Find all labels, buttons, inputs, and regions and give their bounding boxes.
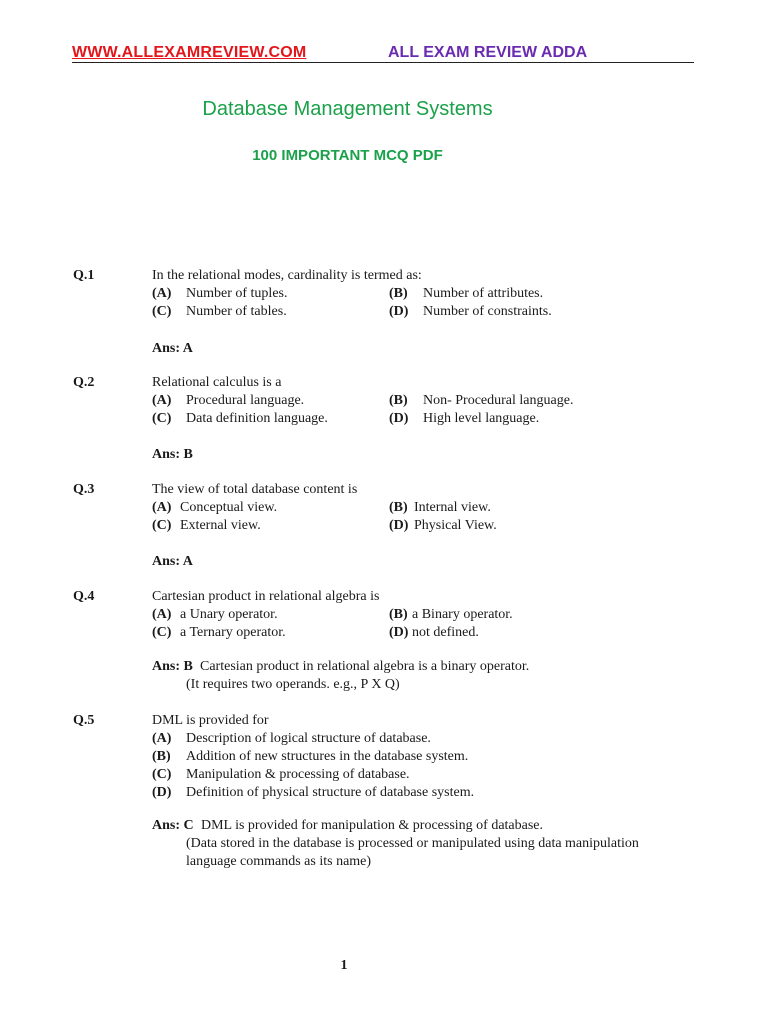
answer-explanation: Cartesian product in relational algebra is a binary operator.	[200, 659, 530, 674]
option-label: (C)	[152, 411, 172, 426]
answer	[152, 553, 193, 571]
option-a	[152, 606, 171, 624]
option-label: (C)	[152, 518, 172, 533]
option-label: (A)	[152, 286, 172, 301]
question-number: Q.3	[73, 482, 95, 497]
question-number: Q.2	[73, 375, 95, 390]
option-c	[152, 517, 171, 535]
option-label: (A)	[152, 731, 172, 746]
question-text: In the relational modes, cardinality is termed as:	[152, 268, 422, 283]
option-c	[152, 303, 171, 321]
option-label: (B)	[389, 607, 408, 622]
option-text: Conceptual view.	[180, 500, 278, 515]
option-c	[152, 766, 171, 784]
answer-explanation-line: (It requires two operands. e.g., P X Q)	[186, 677, 400, 692]
option-label: (B)	[389, 286, 408, 301]
option-text: Number of tuples.	[186, 286, 288, 301]
option-text: Addition of new structures in the database system.	[186, 749, 469, 764]
question-text: Relational calculus is a	[152, 375, 282, 390]
option-text: High level language.	[423, 411, 540, 426]
option-text: a Ternary operator.	[180, 625, 286, 640]
answer-label: Ans: B	[152, 447, 193, 462]
question-text: DML is provided for	[152, 713, 269, 728]
option-a	[152, 730, 171, 748]
question-text: The view of total database content is	[152, 482, 358, 497]
option-d	[389, 517, 408, 535]
option-b	[389, 392, 408, 410]
option-label: (D)	[389, 304, 409, 319]
option-text: Procedural language.	[186, 393, 305, 408]
site-name: ALL EXAM REVIEW ADDA	[388, 44, 588, 61]
option-d	[389, 303, 408, 321]
document-subtitle: 100 IMPORTANT MCQ PDF	[252, 147, 443, 164]
option-b	[389, 499, 408, 517]
option-text: Number of tables.	[186, 304, 287, 319]
option-text: Definition of physical structure of database system.	[186, 785, 475, 800]
option-label: (B)	[152, 749, 171, 764]
option-text: Number of attributes.	[423, 286, 544, 301]
option-label: (C)	[152, 304, 172, 319]
option-label: (B)	[389, 393, 408, 408]
answer	[152, 658, 193, 676]
answer-label: Ans: A	[152, 341, 193, 356]
option-text: Data definition language.	[186, 411, 328, 426]
option-b	[389, 606, 408, 624]
option-label: (A)	[152, 393, 172, 408]
option-text: External view.	[180, 518, 261, 533]
option-a	[152, 392, 171, 410]
option-label: (C)	[152, 767, 172, 782]
answer	[152, 446, 193, 464]
answer-label: Ans: A	[152, 554, 193, 569]
option-b	[152, 748, 171, 766]
answer-label: Ans: B	[152, 659, 193, 674]
option-a	[152, 499, 171, 517]
option-label: (D)	[389, 411, 409, 426]
option-text: Number of constraints.	[423, 304, 552, 319]
option-b	[389, 285, 408, 303]
option-d	[152, 784, 171, 802]
page-number: 1	[340, 958, 348, 973]
option-label: (C)	[152, 625, 172, 640]
option-label: (B)	[389, 500, 408, 515]
option-text: Non- Procedural language.	[423, 393, 574, 408]
answer-explanation-line: language commands as its name)	[186, 854, 372, 869]
option-text: Physical View.	[414, 518, 497, 533]
question-number: Q.1	[73, 268, 95, 283]
option-label: (D)	[389, 518, 409, 533]
option-label: (A)	[152, 607, 172, 622]
header-divider	[72, 62, 694, 63]
option-text: a Unary operator.	[180, 607, 278, 622]
answer	[152, 817, 194, 835]
document-title: Database Management Systems	[202, 98, 493, 120]
option-d	[389, 410, 408, 428]
option-c	[152, 410, 171, 428]
question-number: Q.5	[73, 713, 95, 728]
answer-label: Ans: C	[152, 818, 194, 833]
answer-explanation: DML is provided for manipulation & processing of database.	[201, 818, 544, 833]
answer-explanation-line: (Data stored in the database is processed or manipulated using data manipulation	[186, 836, 639, 851]
option-text: Internal view.	[414, 500, 491, 515]
question-text: Cartesian product in relational algebra is	[152, 589, 380, 604]
option-text: a Binary operator.	[412, 607, 513, 622]
option-c	[152, 624, 171, 642]
answer	[152, 340, 193, 358]
option-text: Manipulation & processing of database.	[186, 767, 410, 782]
option-a	[152, 285, 171, 303]
option-label: (D)	[152, 785, 172, 800]
option-label: (D)	[389, 625, 409, 640]
question-number: Q.4	[73, 589, 95, 604]
site-link[interactable]: WWW.ALLEXAMREVIEW.COM	[72, 44, 307, 61]
option-label: (A)	[152, 500, 172, 515]
option-text: not defined.	[412, 625, 479, 640]
option-d	[389, 624, 408, 642]
option-text: Description of logical structure of database.	[186, 731, 431, 746]
